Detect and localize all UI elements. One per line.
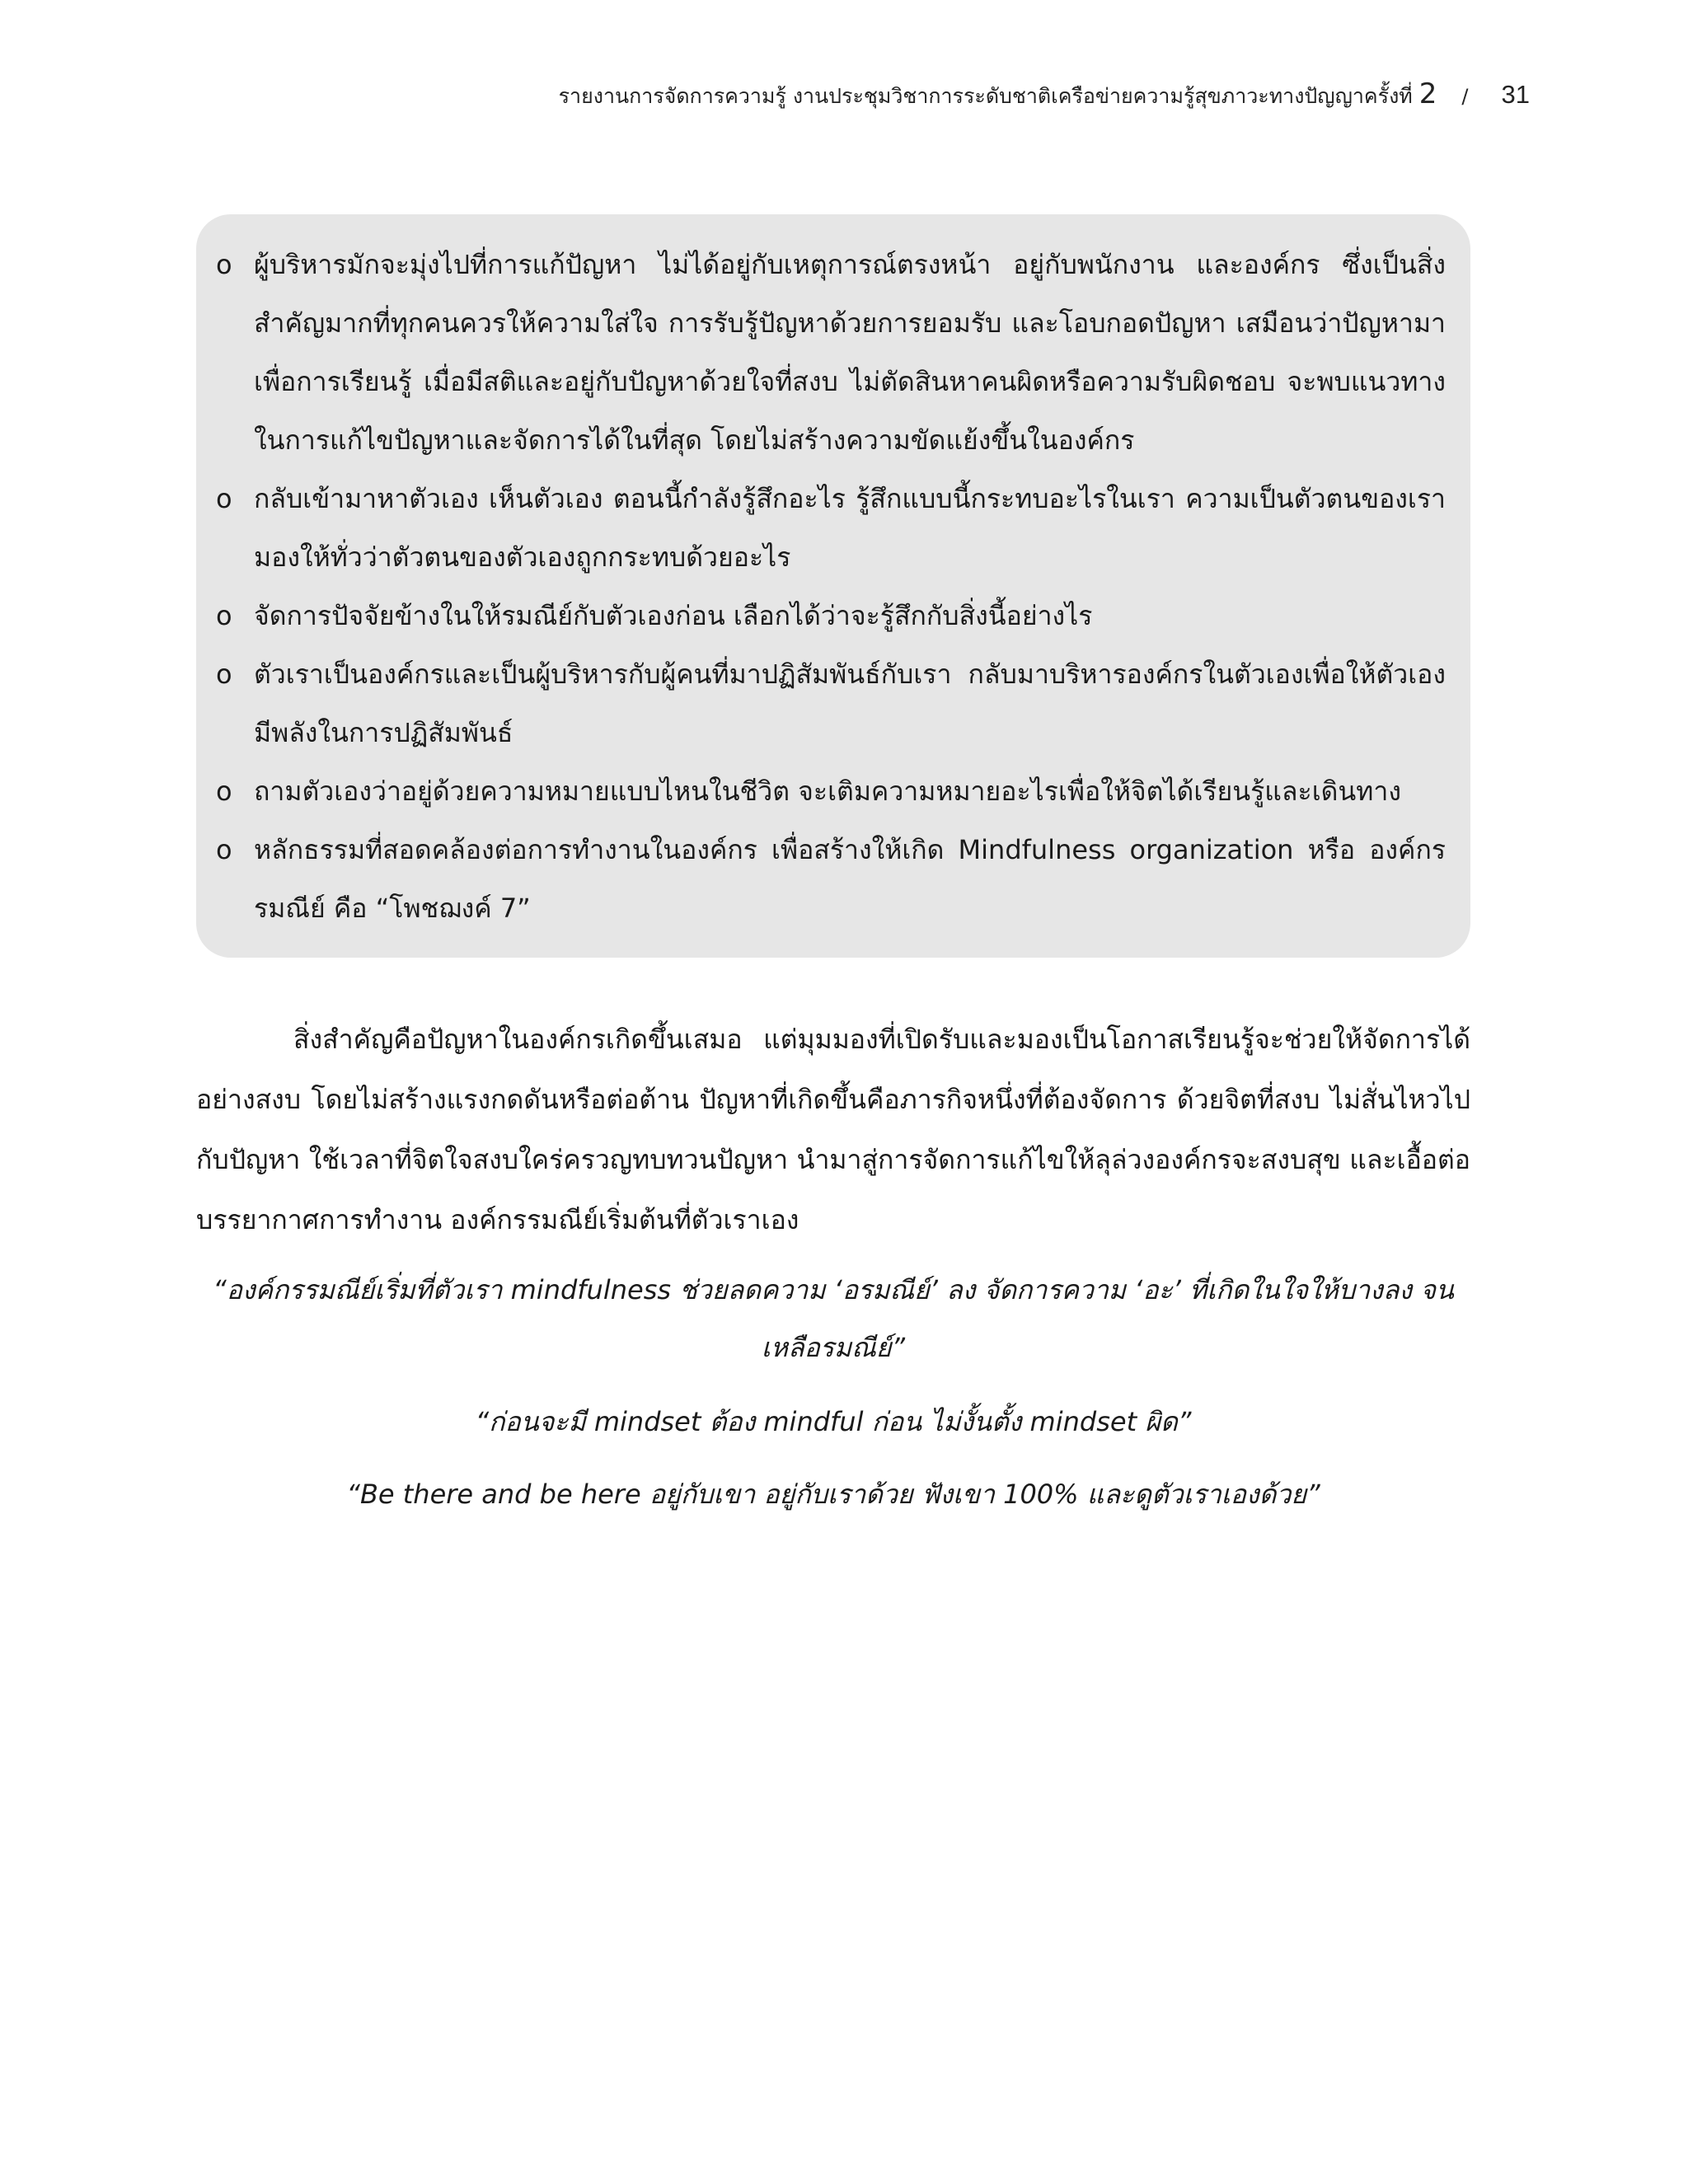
list-item bbox=[206, 470, 1446, 587]
list-item-text: หลักธรรมที่สอดคล้องต่อการทำงานในองค์กร เพื่อสร้างให้เกิด Mindfulness organization หรือ องค์กรรมณีย์ คือ “โพชฌงค์ 7” bbox=[254, 834, 1446, 924]
circle-bullet-icon: o bbox=[216, 483, 232, 514]
quote-block bbox=[196, 1261, 1470, 1523]
circle-bullet-icon: o bbox=[216, 249, 232, 280]
header-separator: / bbox=[1461, 85, 1469, 108]
page-number: 31 bbox=[1501, 80, 1530, 109]
list-item bbox=[206, 762, 1446, 821]
circle-bullet-icon: o bbox=[216, 834, 232, 865]
list-item bbox=[206, 645, 1446, 762]
body-paragraph: สิ่งสำคัญคือปัญหาในองค์กรเกิดขึ้นเสมอ แต่มุมมองที่เปิดรับและมองเป็นโอกาสเรียนรู้จะช่วยให้จัดการได้อย่างสงบ โดยไม่สร้างแรงกดดันหรือต่อต้าน ปัญหาที่เกิดขึ้นคือภารกิจหนึ่งที่ต้องจัดการ ด้วยจิตที่สงบ ไม่สั่นไหวไปกับปัญหา ใช้เวลาที่จิตใจสงบใคร่ครวญทบทวนปัญหา นำมาสู่การจัดการแก้ไขให้ลุล่วงองค์กรจะสงบสุข และเอื้อต่อบรรยากาศการทำงาน องค์กรรมณีย์เริ่มต้นที่ตัวเราเอง bbox=[196, 1024, 1470, 1235]
circle-bullet-icon: o bbox=[216, 600, 232, 631]
circle-bullet-icon: o bbox=[216, 658, 232, 690]
list-item-text: ผู้บริหารมักจะมุ่งไปที่การแก้ปัญหา ไม่ได้อยู่กับเหตุการณ์ตรงหน้า อยู่กับพนักงาน และองค์กร ซึ่งเป็นสิ่งสำคัญมากที่ทุกคนควรให้ความใส่ใจ การรับรู้ปัญหาด้วยการยอมรับ และโอบกอดปัญหา เสมือนว่าปัญหามาเพื่อการเรียนรู้ เมื่อมีสติและอยู่กับปัญหาด้วยใจที่สงบ ไม่ตัดสินหาคนผิดหรือความรับผิดชอบ จะพบแนวทางในการแก้ไขปัญหาและจัดการได้ในที่สุด โดยไม่สร้างความขัดแย้งขึ้นในองค์กร bbox=[254, 249, 1446, 456]
header-title: รายงานการจัดการความรู้ งานประชุมวิชาการระดับชาติเครือข่ายความรู้สุขภาวะทางปัญญาครั้งที่ bbox=[558, 84, 1413, 108]
list-item bbox=[206, 236, 1446, 470]
page-header bbox=[495, 77, 1530, 117]
highlight-box bbox=[196, 214, 1470, 958]
list-item-text: กลับเข้ามาหาตัวเอง เห็นตัวเอง ตอนนี้กำลังรู้สึกอะไร รู้สึกแบบนี้กระทบอะไรในเรา ความเป็นตัวตนของเรา มองให้ทั่วว่าตัวตนของตัวเองถูกกระทบด้วยอะไร bbox=[254, 483, 1446, 573]
circle-bullet-icon: o bbox=[216, 776, 232, 807]
list-item-text: ตัวเราเป็นองค์กรและเป็นผู้บริหารกับผู้คนที่มาปฏิสัมพันธ์กับเรา กลับมาบริหารองค์กรในตัวเองเพื่อให้ตัวเองมีพลังในการปฏิสัมพันธ์ bbox=[254, 658, 1446, 748]
list-item bbox=[206, 587, 1446, 645]
quote-3: “Be there and be here อยู่กับเขา อยู่กับเราด้วย ฟังเขา 100% และดูตัวเราเองด้วย” bbox=[346, 1479, 1320, 1510]
list-item-text: จัดการปัจจัยข้างในให้รมณีย์กับตัวเองก่อน เลือกได้ว่าจะรู้สึกกับสิ่งนี้อย่างไร bbox=[254, 600, 1093, 631]
bullet-list bbox=[206, 236, 1446, 938]
header-edition-number: 2 bbox=[1418, 77, 1437, 110]
quote-2: “ก่อนจะมี mindset ต้อง mindful ก่อน ไม่งั้นตั้ง mindset ผิด” bbox=[475, 1406, 1192, 1437]
quote-1: “องค์กรรมณีย์เริ่มที่ตัวเรา mindfulness ช่วยลดความ ‘อรมณีย์’ ลง จัดการความ ‘อะ’ ที่เกิดในใจให้บางลง จนเหลือรมณีย์” bbox=[213, 1274, 1454, 1363]
list-item-text: ถามตัวเองว่าอยู่ด้วยความหมายแบบไหนในชีวิต จะเติมความหมายอะไรเพื่อให้จิตได้เรียนรู้และเดินทาง bbox=[254, 776, 1401, 807]
list-item bbox=[206, 821, 1446, 938]
